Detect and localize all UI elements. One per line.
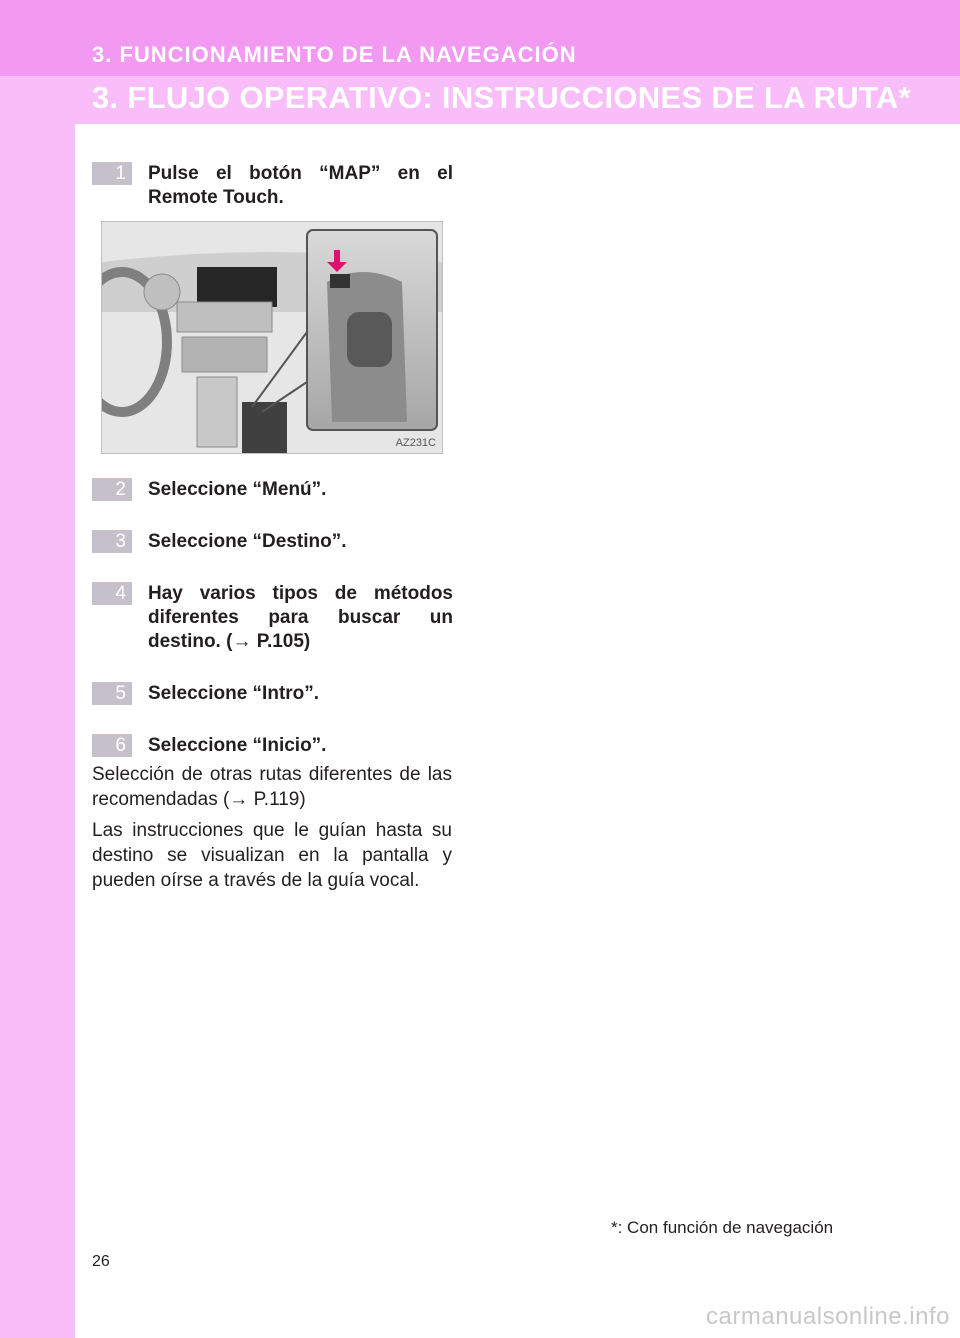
figure-code: AZ231C [395,437,436,449]
step-badge-2: 2 [92,478,132,501]
step-text-1: Pulse el botón “MAP” en el Remote Touch. [148,163,453,208]
step-badge-5: 5 [92,682,132,705]
page-title: 3. FLUJO OPERATIVO: INSTRUCCIONES DE LA RUTA* [92,80,911,115]
dashboard-illustration [102,222,442,453]
step-text-2: Seleccione “Menú”. [148,479,327,500]
step-badge-6: 6 [92,734,132,757]
step-badge-3: 3 [92,530,132,553]
section-title: 3. FUNCIONAMIENTO DE LA NAVEGACIÓN [92,42,577,67]
step-badge-1: 1 [92,162,132,185]
watermark: carmanualsonline.info [706,1303,950,1330]
step-text-5: Seleccione “Intro”. [148,683,320,704]
title-band-left [0,76,75,124]
side-band [0,0,75,1338]
step-text-6: Seleccione “Inicio”. [148,735,327,756]
step-text-4: Hay varios tipos de métodos diferentes para buscar un destino. (→ P.105) [148,583,453,652]
step-badge-4: 4 [92,582,132,605]
footnote: *: Con función de navegación [611,1218,834,1237]
step-text-3: Seleccione “Destino”. [148,531,347,552]
page-number: 26 [92,1253,110,1270]
remote-touch-figure [101,221,443,454]
body-paragraph-2: Las instrucciones que le guían hasta su destino se visualizan en la pantalla y pueden oírse a través de la guía vocal. [92,820,452,891]
body-paragraph-1: Selección de otras rutas diferentes de las recomendadas (→ P.119) [92,764,452,810]
